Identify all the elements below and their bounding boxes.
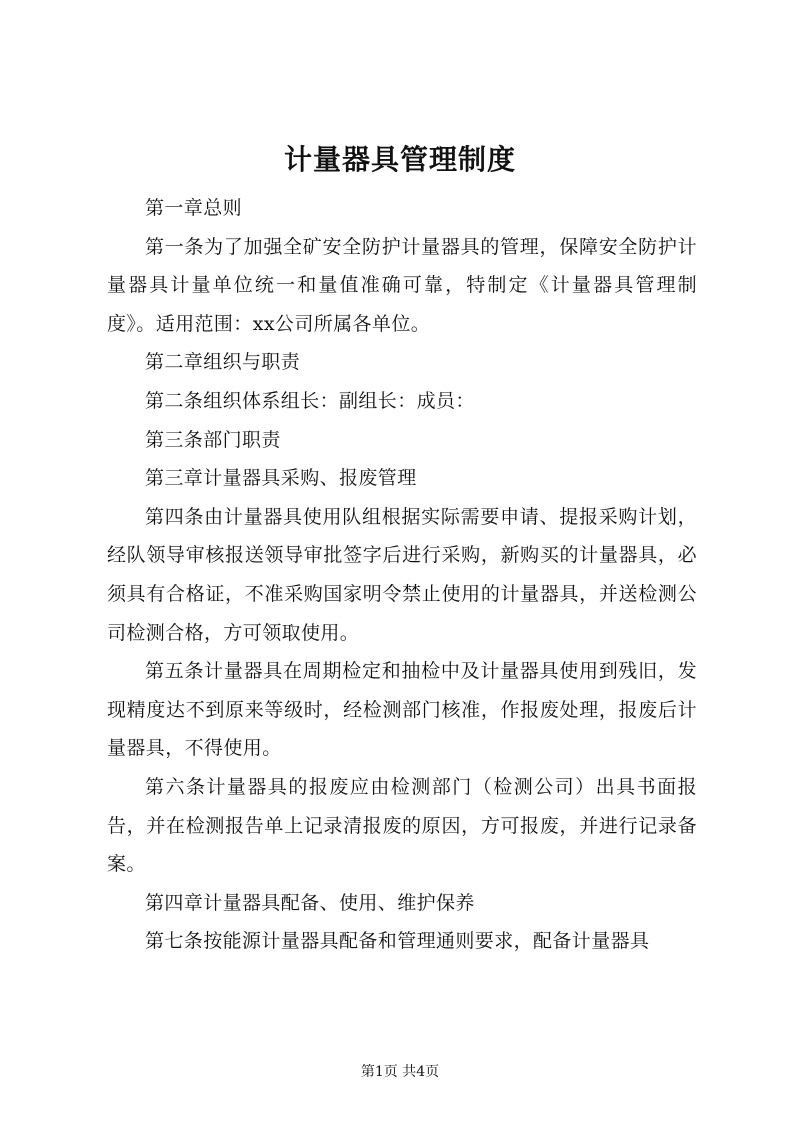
chapter-3-heading: 第三章计量器具采购、报废管理 [145,467,417,490]
article-3: 第三条部门职责 [145,428,281,451]
article-4: 第四条由计量器具使用队组根据实际需要申请、提报采购计划，经队领导审核报送领导审批签字后进行采购，新购买的计量器具，必须具有合格证，不准采购国家明令禁止使用的计量器具，并送检测公司检测合格，方可领取使用。 [107,505,697,644]
document-title: 计量器具管理制度 [283,143,516,176]
chapter-4-heading: 第四章计量器具配备、使用、维护保养 [145,891,475,914]
article-6: 第六条计量器具的报废应由检测部门（检测公司）出具书面报告，并在检测报告单上记录清报废的原因，方可报废，并进行记录备案。 [107,775,697,876]
chapter-1-heading: 第一章总则 [145,197,243,219]
article-7: 第七条按能源计量器具配备和管理通则要求，配备计量器具 [145,930,650,953]
article-2: 第二条组织体系组长：副组长：成员： [145,389,475,412]
document-body [107,189,697,961]
article-5: 第五条计量器具在周期检定和抽检中及计量器具使用到残旧，发现精度达不到原来等级时，经检测部门核准，作报废处理，报废后计量器具，不得使用。 [107,660,697,760]
article-1: 第一条为了加强全矿安全防护计量器具的管理，保障安全防护计量器具计量单位统一和量值准确可靠，特制定《计量器具管理制度》。适用范围：xx公司所属各单位。 [107,235,697,335]
page-footer: 第1页 共4页 [360,1064,440,1080]
chapter-2-heading: 第二章组织与职责 [145,351,301,374]
